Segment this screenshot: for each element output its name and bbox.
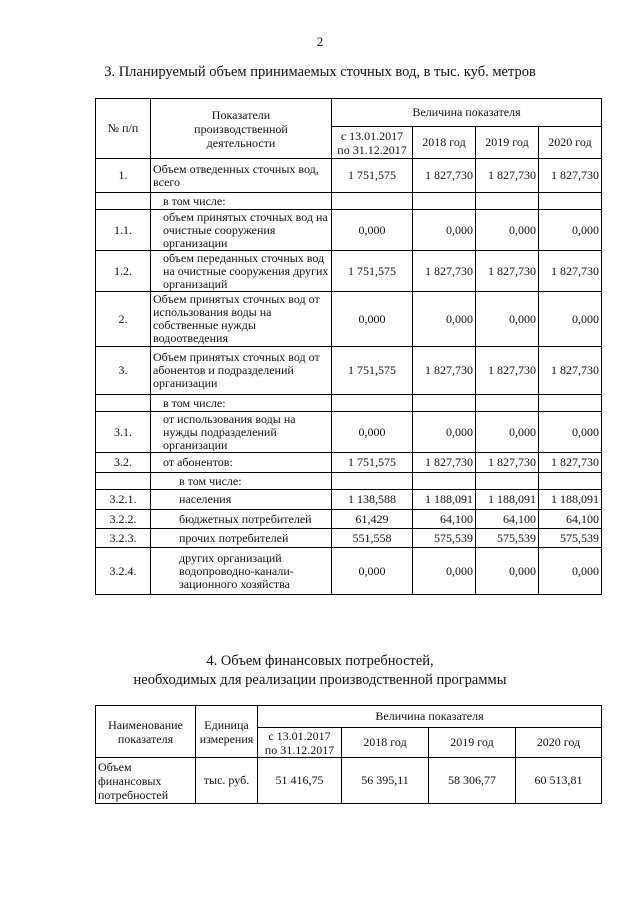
page-number: 2 [316, 34, 324, 49]
row-value-2019: 1 827,730 [476, 251, 539, 292]
header-value-group: Величина показателя [332, 99, 602, 127]
table-body [96, 159, 602, 595]
table-row [96, 529, 602, 548]
table-row [96, 210, 602, 251]
table-row [96, 292, 602, 347]
row-value-2020 [539, 473, 602, 490]
section-4-title-line-2: необходимых для реализации производственной программы [133, 672, 507, 688]
row-value-2019: 58 306,77 [429, 758, 516, 804]
row-value-period: 0,000 [332, 292, 413, 347]
row-unit: тыс. руб. [196, 758, 258, 804]
row-value-2019: 1 827,730 [476, 347, 539, 395]
row-value-2018: 56 395,11 [342, 758, 429, 804]
header-value-group: Величина показателя [258, 706, 602, 728]
header-period: с 13.01.2017 по 31.12.2017 [258, 728, 342, 758]
header-2018: 2018 год [413, 127, 476, 159]
row-value-2018: 0,000 [413, 548, 476, 595]
row-value-2018: 0,000 [413, 210, 476, 251]
header-num: № п/п [96, 99, 151, 159]
row-num: 2. [96, 292, 151, 347]
row-value-period: 0,000 [332, 412, 413, 453]
row-num: 3.2.1. [96, 490, 151, 510]
row-value-2018 [413, 395, 476, 412]
row-value-period: 1 138,588 [332, 490, 413, 510]
row-num [96, 473, 151, 490]
table-row [96, 473, 602, 490]
table-row [96, 490, 602, 510]
row-value-period: 1 751,575 [332, 453, 413, 473]
row-value-2018 [413, 193, 476, 210]
row-value-2019 [476, 473, 539, 490]
row-value-2018: 575,539 [413, 529, 476, 548]
row-value-period: 0,000 [332, 210, 413, 251]
row-num: 3.2.2. [96, 510, 151, 529]
row-value-2018: 1 827,730 [413, 453, 476, 473]
header-2019: 2019 год [429, 728, 516, 758]
header-2020: 2020 год [539, 127, 602, 159]
row-value-period: 51 416,75 [258, 758, 342, 804]
table-row [96, 758, 602, 804]
row-label: населения [151, 490, 332, 510]
row-value-2018: 1 827,730 [413, 251, 476, 292]
header-2019: 2019 год [476, 127, 539, 159]
table-row [96, 453, 602, 473]
row-num: 3.2.3. [96, 529, 151, 548]
row-label: других организаций водопроводно-канали-зационного хозяйства [151, 548, 332, 595]
row-value-period: 1 751,575 [332, 251, 413, 292]
row-label: Объем принятых сточных вод от использования воды на собственные нужды водоотведения [151, 292, 332, 347]
row-value-2020: 1 188,091 [539, 490, 602, 510]
row-label: бюджетных потребителей [151, 510, 332, 529]
table-row [96, 510, 602, 529]
section-3-title: 3. Планируемый объем принимаемых сточных вод, в тыс. куб. метров [104, 64, 536, 80]
row-num: 3.1. [96, 412, 151, 453]
table-row [96, 193, 602, 210]
section-4-title [0, 652, 640, 690]
table-row [96, 548, 602, 595]
row-value-period: 61,429 [332, 510, 413, 529]
row-value-period [332, 193, 413, 210]
table-row [96, 159, 602, 193]
row-value-2020: 1 827,730 [539, 453, 602, 473]
row-value-2020 [539, 395, 602, 412]
row-value-2019: 0,000 [476, 412, 539, 453]
financial-needs-table [95, 705, 602, 804]
row-value-2018: 1 188,091 [413, 490, 476, 510]
row-value-2020: 0,000 [539, 548, 602, 595]
row-label: Объем принятых сточных вод от абонентов и подразделений организации [151, 347, 332, 395]
row-value-2019 [476, 395, 539, 412]
row-value-period: 1 751,575 [332, 159, 413, 193]
row-label: от абонентов: [151, 453, 332, 473]
row-num [96, 395, 151, 412]
row-label: объем переданных сточных вод на очистные сооружения других организаций [151, 251, 332, 292]
row-num: 1.1. [96, 210, 151, 251]
row-value-2020: 1 827,730 [539, 251, 602, 292]
row-value-2020: 1 827,730 [539, 159, 602, 193]
row-value-2018: 0,000 [413, 412, 476, 453]
row-label: Объем финансовых потребностей [96, 758, 196, 804]
header-indicator: Показатели производственной деятельности [151, 99, 332, 159]
row-value-2020: 575,539 [539, 529, 602, 548]
row-label: от использования воды на нужды подразделений организации [151, 412, 332, 453]
row-num: 3.2. [96, 453, 151, 473]
table-row [96, 395, 602, 412]
row-num [96, 193, 151, 210]
wastewater-volume-table [95, 98, 602, 595]
row-num: 3.2.4. [96, 548, 151, 595]
table-row [96, 412, 602, 453]
row-value-period: 0,000 [332, 548, 413, 595]
row-value-2019: 0,000 [476, 210, 539, 251]
header-period: с 13.01.2017 по 31.12.2017 [332, 127, 413, 159]
row-value-2020: 0,000 [539, 210, 602, 251]
row-value-period [332, 395, 413, 412]
row-value-2018: 64,100 [413, 510, 476, 529]
row-value-2018: 0,000 [413, 292, 476, 347]
row-num: 1.2. [96, 251, 151, 292]
header-2018: 2018 год [342, 728, 429, 758]
row-value-2019: 575,539 [476, 529, 539, 548]
row-value-2018: 1 827,730 [413, 347, 476, 395]
row-value-2020: 0,000 [539, 412, 602, 453]
row-value-2018: 1 827,730 [413, 159, 476, 193]
row-value-2019 [476, 193, 539, 210]
row-value-2020: 0,000 [539, 292, 602, 347]
row-value-2020: 1 827,730 [539, 347, 602, 395]
row-label: в том числе: [151, 473, 332, 490]
row-value-period: 551,558 [332, 529, 413, 548]
table-row [96, 347, 602, 395]
header-2020: 2020 год [516, 728, 602, 758]
row-value-2020: 64,100 [539, 510, 602, 529]
row-num: 1. [96, 159, 151, 193]
row-num: 3. [96, 347, 151, 395]
row-value-2019: 0,000 [476, 292, 539, 347]
row-value-2019: 1 827,730 [476, 159, 539, 193]
table-row [96, 251, 602, 292]
row-value-2019: 1 188,091 [476, 490, 539, 510]
row-label: прочих потребителей [151, 529, 332, 548]
header-unit: Единица измерения [196, 706, 258, 758]
header-name: Наименование показателя [96, 706, 196, 758]
row-value-2019: 0,000 [476, 548, 539, 595]
row-label: в том числе: [151, 193, 332, 210]
section-4-title-line-1: 4. Объем финансовых потребностей, [206, 653, 434, 669]
row-label: объем принятых сточных вод на очистные сооружения организации [151, 210, 332, 251]
row-label: Объем отведенных сточных вод, всего [151, 159, 332, 193]
row-value-2020 [539, 193, 602, 210]
row-value-2020: 60 513,81 [516, 758, 602, 804]
row-value-2019: 64,100 [476, 510, 539, 529]
row-value-2018 [413, 473, 476, 490]
row-label: в том числе: [151, 395, 332, 412]
row-value-period: 1 751,575 [332, 347, 413, 395]
row-value-period [332, 473, 413, 490]
row-value-2019: 1 827,730 [476, 453, 539, 473]
